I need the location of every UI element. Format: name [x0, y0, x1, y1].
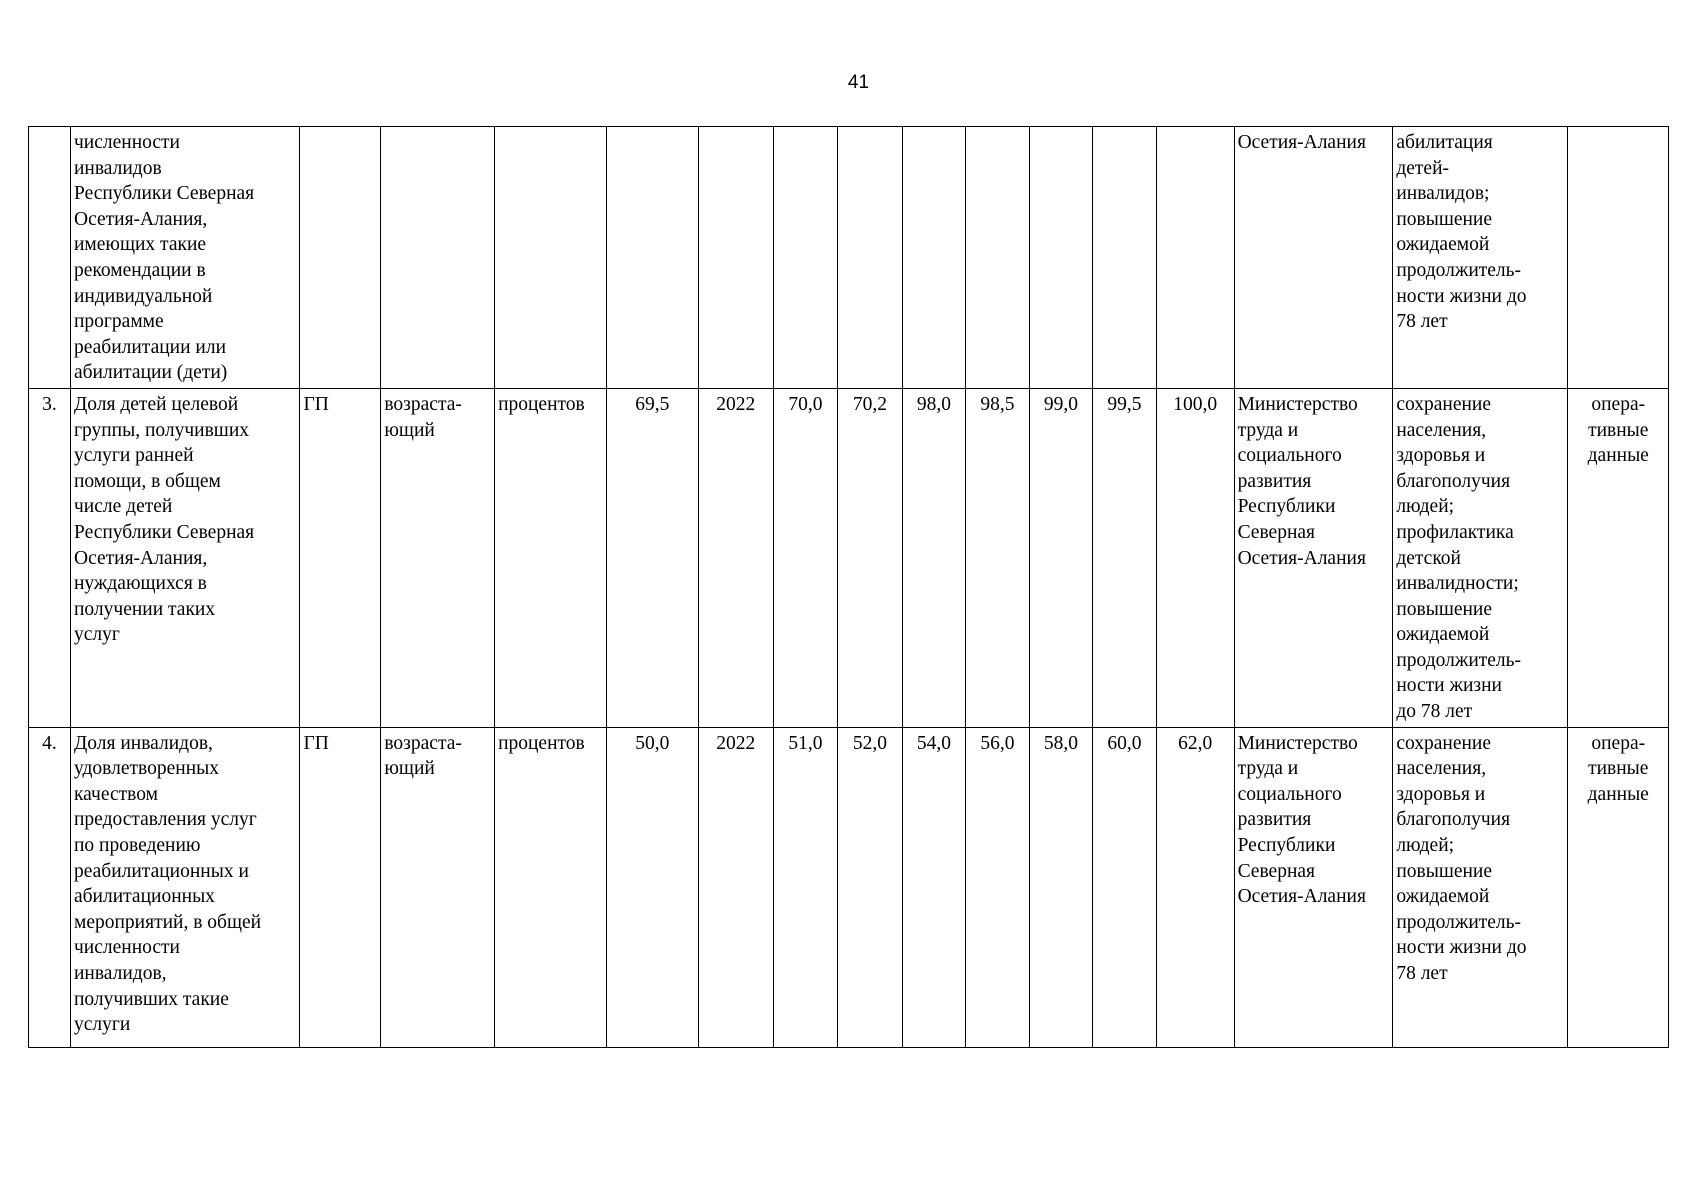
cell-source: опера- тивные данные [1568, 727, 1669, 1047]
table-row-4 [29, 727, 1669, 1047]
cell-trend: возраста- ющий [381, 727, 495, 1047]
cell-effect: сохранение населения, здоровья и благополучия людей; профилактика детской инвалидности; повышение ожидаемой продолжитель- ности жизни до 78 лет [1393, 388, 1568, 727]
cell-effect: абилитация детей- инвалидов; повышение ожидаемой продолжитель- ности жизни до 78 лет [1393, 127, 1568, 389]
cell-value-2: 52,0 [838, 727, 903, 1047]
cell-base-value: 69,5 [606, 388, 698, 727]
cell-indicator-name: Доля детей целевой группы, получивших услуги ранней помощи, в общем числе детей Республики Северная Осетия-Алания, нуждающихся в получении таких услуг [70, 388, 299, 727]
cell-trend: возраста- ющий [381, 388, 495, 727]
cell-value-5: 58,0 [1029, 727, 1093, 1047]
cell-value-3: 98,0 [902, 388, 966, 727]
cell-num [29, 127, 71, 389]
table-row-3 [29, 388, 1669, 727]
cell-value-4: 56,0 [966, 727, 1030, 1047]
cell-indicator-name: Доля инвалидов, удовлетворенных качеством предоставления услуг по проведению реабилитационных и абилитационных мероприятий, в общей численности инвалидов, получивших такие услуги [70, 727, 299, 1047]
cell-value-1: 51,0 [773, 727, 838, 1047]
indicators-table [28, 126, 1669, 1048]
cell-base-value: 50,0 [606, 727, 698, 1047]
cell-base-year: 2022 [698, 388, 773, 727]
cell-value-3: 54,0 [902, 727, 966, 1047]
cell-value-7: 100,0 [1156, 388, 1234, 727]
cell-unit: процентов [495, 388, 607, 727]
cell-level: ГП [300, 727, 381, 1047]
cell-value-4: 98,5 [966, 388, 1030, 727]
cell-base-year: 2022 [698, 727, 773, 1047]
cell-num: 4. [29, 727, 71, 1047]
cell-level: ГП [300, 388, 381, 727]
table-row-continuation [29, 127, 1669, 389]
cell-value-6: 60,0 [1093, 727, 1157, 1047]
cell-value-5: 99,0 [1029, 388, 1093, 727]
cell-num: 3. [29, 388, 71, 727]
cell-value-2: 70,2 [838, 388, 903, 727]
cell-indicator-name: численности инвалидов Республики Северная Осетия-Алания, имеющих такие рекомендации в индивидуальной программе реабилитации или абилитации (дети) [70, 127, 299, 389]
cell-effect: сохранение населения, здоровья и благополучия людей; повышение ожидаемой продолжитель- ности жизни до 78 лет [1393, 727, 1568, 1047]
cell-responsible: Министерство труда и социального развития Республики Северная Осетия-Алания [1234, 727, 1393, 1047]
cell-value-6: 99,5 [1093, 388, 1157, 727]
page-number: 41 [847, 72, 870, 93]
cell-responsible: Министерство труда и социального развития Республики Северная Осетия-Алания [1234, 388, 1393, 727]
cell-value-7: 62,0 [1156, 727, 1234, 1047]
cell-source: опера- тивные данные [1568, 388, 1669, 727]
cell-unit: процентов [495, 727, 607, 1047]
cell-value-1: 70,0 [773, 388, 838, 727]
cell-responsible: Осетия-Алания [1234, 127, 1393, 389]
